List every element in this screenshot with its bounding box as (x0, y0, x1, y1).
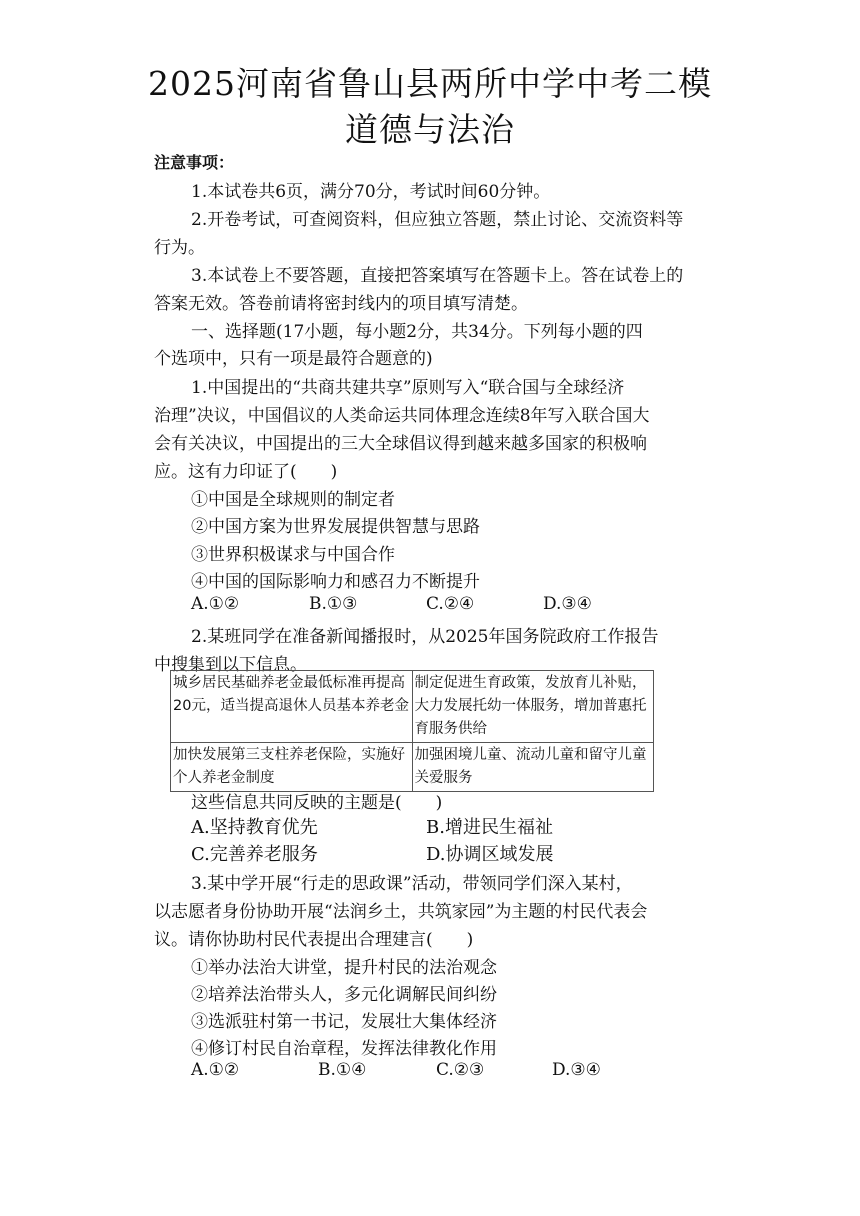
notice-item-3: 3.本试卷上不要答题，直接把答案填写在答题卡上。答在试卷上的 (191, 266, 684, 286)
q1-option-c[interactable]: C.②④ (426, 594, 475, 614)
table-cell: 加强困境儿童、流动儿童和留守儿童关爱服务 (412, 743, 654, 792)
q1-stem-cont: 会有关决议，中国提出的三大全球倡议得到越来越多国家的积极响 (154, 434, 647, 454)
q3-option-b[interactable]: B.①④ (318, 1060, 367, 1080)
notice-heading: 注意事项： (154, 153, 235, 172)
section-heading-cont: 个选项中，只有一项是最符合题意的) (154, 349, 433, 369)
q1-statement-3: ③世界积极谋求与中国合作 (191, 545, 395, 565)
q1-stem-cont: 应。这有力印证了( ) (154, 462, 338, 482)
q2-option-b[interactable]: B.增进民生福祉 (426, 817, 553, 838)
q2-question: 这些信息共同反映的主题是( ) (191, 793, 443, 813)
q2-info-table (170, 670, 654, 792)
table-cell: 加快发展第三支柱养老保险，实施好个人养老金制度 (171, 743, 413, 792)
notice-item-2-cont: 行为。 (154, 238, 205, 258)
q1-option-b[interactable]: B.①③ (309, 594, 358, 614)
q3-statement-4: ④修订村民自治章程，发挥法律教化作用 (191, 1039, 497, 1059)
q3-stem: 3.某中学开展“行走的思政课”活动，带领同学们深入某村， (191, 874, 633, 894)
table-cell: 制定促进生育政策，发放育儿补贴，大力发展托幼一体服务，增加普惠托育服务供给 (412, 671, 654, 743)
q1-statement-1: ①中国是全球规则的制定者 (191, 490, 395, 510)
q3-option-d[interactable]: D.③④ (552, 1060, 601, 1080)
table-row (171, 743, 654, 792)
q2-stem: 2.某班同学在准备新闻播报时，从2025年国务院政府工作报告 (191, 627, 659, 647)
notice-item-1: 1.本试卷共6页，满分70分，考试时间60分钟。 (191, 182, 551, 202)
q2-option-c[interactable]: C.完善养老服务 (191, 844, 318, 865)
q3-statement-3: ③选派驻村第一书记，发展壮大集体经济 (191, 1012, 497, 1032)
table-row (171, 671, 654, 743)
q3-option-c[interactable]: C.②③ (436, 1060, 485, 1080)
q1-stem: 1.中国提出的“共商共建共享”原则写入“联合国与全球经济 (191, 378, 625, 398)
q1-option-d[interactable]: D.③④ (543, 594, 592, 614)
notice-item-3-cont: 答案无效。答卷前请将密封线内的项目填写清楚。 (154, 294, 528, 314)
exam-title: 2025河南省鲁山县两所中学中考二模 (148, 64, 712, 103)
q3-statement-2: ②培养法治带头人，多元化调解民间纠纷 (191, 985, 497, 1005)
q3-option-a[interactable]: A.①② (191, 1060, 240, 1080)
subject-title: 道德与法治 (345, 110, 515, 149)
q3-statement-1: ①举办法治大讲堂，提升村民的法治观念 (191, 958, 497, 978)
q2-stem-cont: 中搜集到以下信息。 (154, 655, 307, 675)
q2-option-a[interactable]: A.坚持教育优先 (191, 817, 318, 838)
q3-stem-cont: 议。请你协助村民代表提出合理建言( ) (154, 930, 474, 950)
q1-option-a[interactable]: A.①② (191, 594, 240, 614)
q1-statement-4: ④中国的国际影响力和感召力不断提升 (191, 572, 480, 592)
q1-stem-cont: 治理”决议，中国倡议的人类命运共同体理念连续8年写入联合国大 (154, 406, 650, 426)
notice-item-2: 2.开卷考试，可查阅资料，但应独立答题，禁止讨论、交流资料等 (191, 210, 684, 230)
section-heading: 一、选择题(17小题，每小题2分，共34分。下列每小题的四 (191, 322, 643, 342)
q2-option-d[interactable]: D.协调区域发展 (426, 844, 554, 865)
q3-stem-cont: 以志愿者身份协助开展“法润乡土，共筑家园”为主题的村民代表会 (154, 902, 648, 922)
q1-statement-2: ②中国方案为世界发展提供智慧与思路 (191, 517, 480, 537)
table-cell: 城乡居民基础养老金最低标准再提高20元，适当提高退休人员基本养老金 (171, 671, 413, 743)
